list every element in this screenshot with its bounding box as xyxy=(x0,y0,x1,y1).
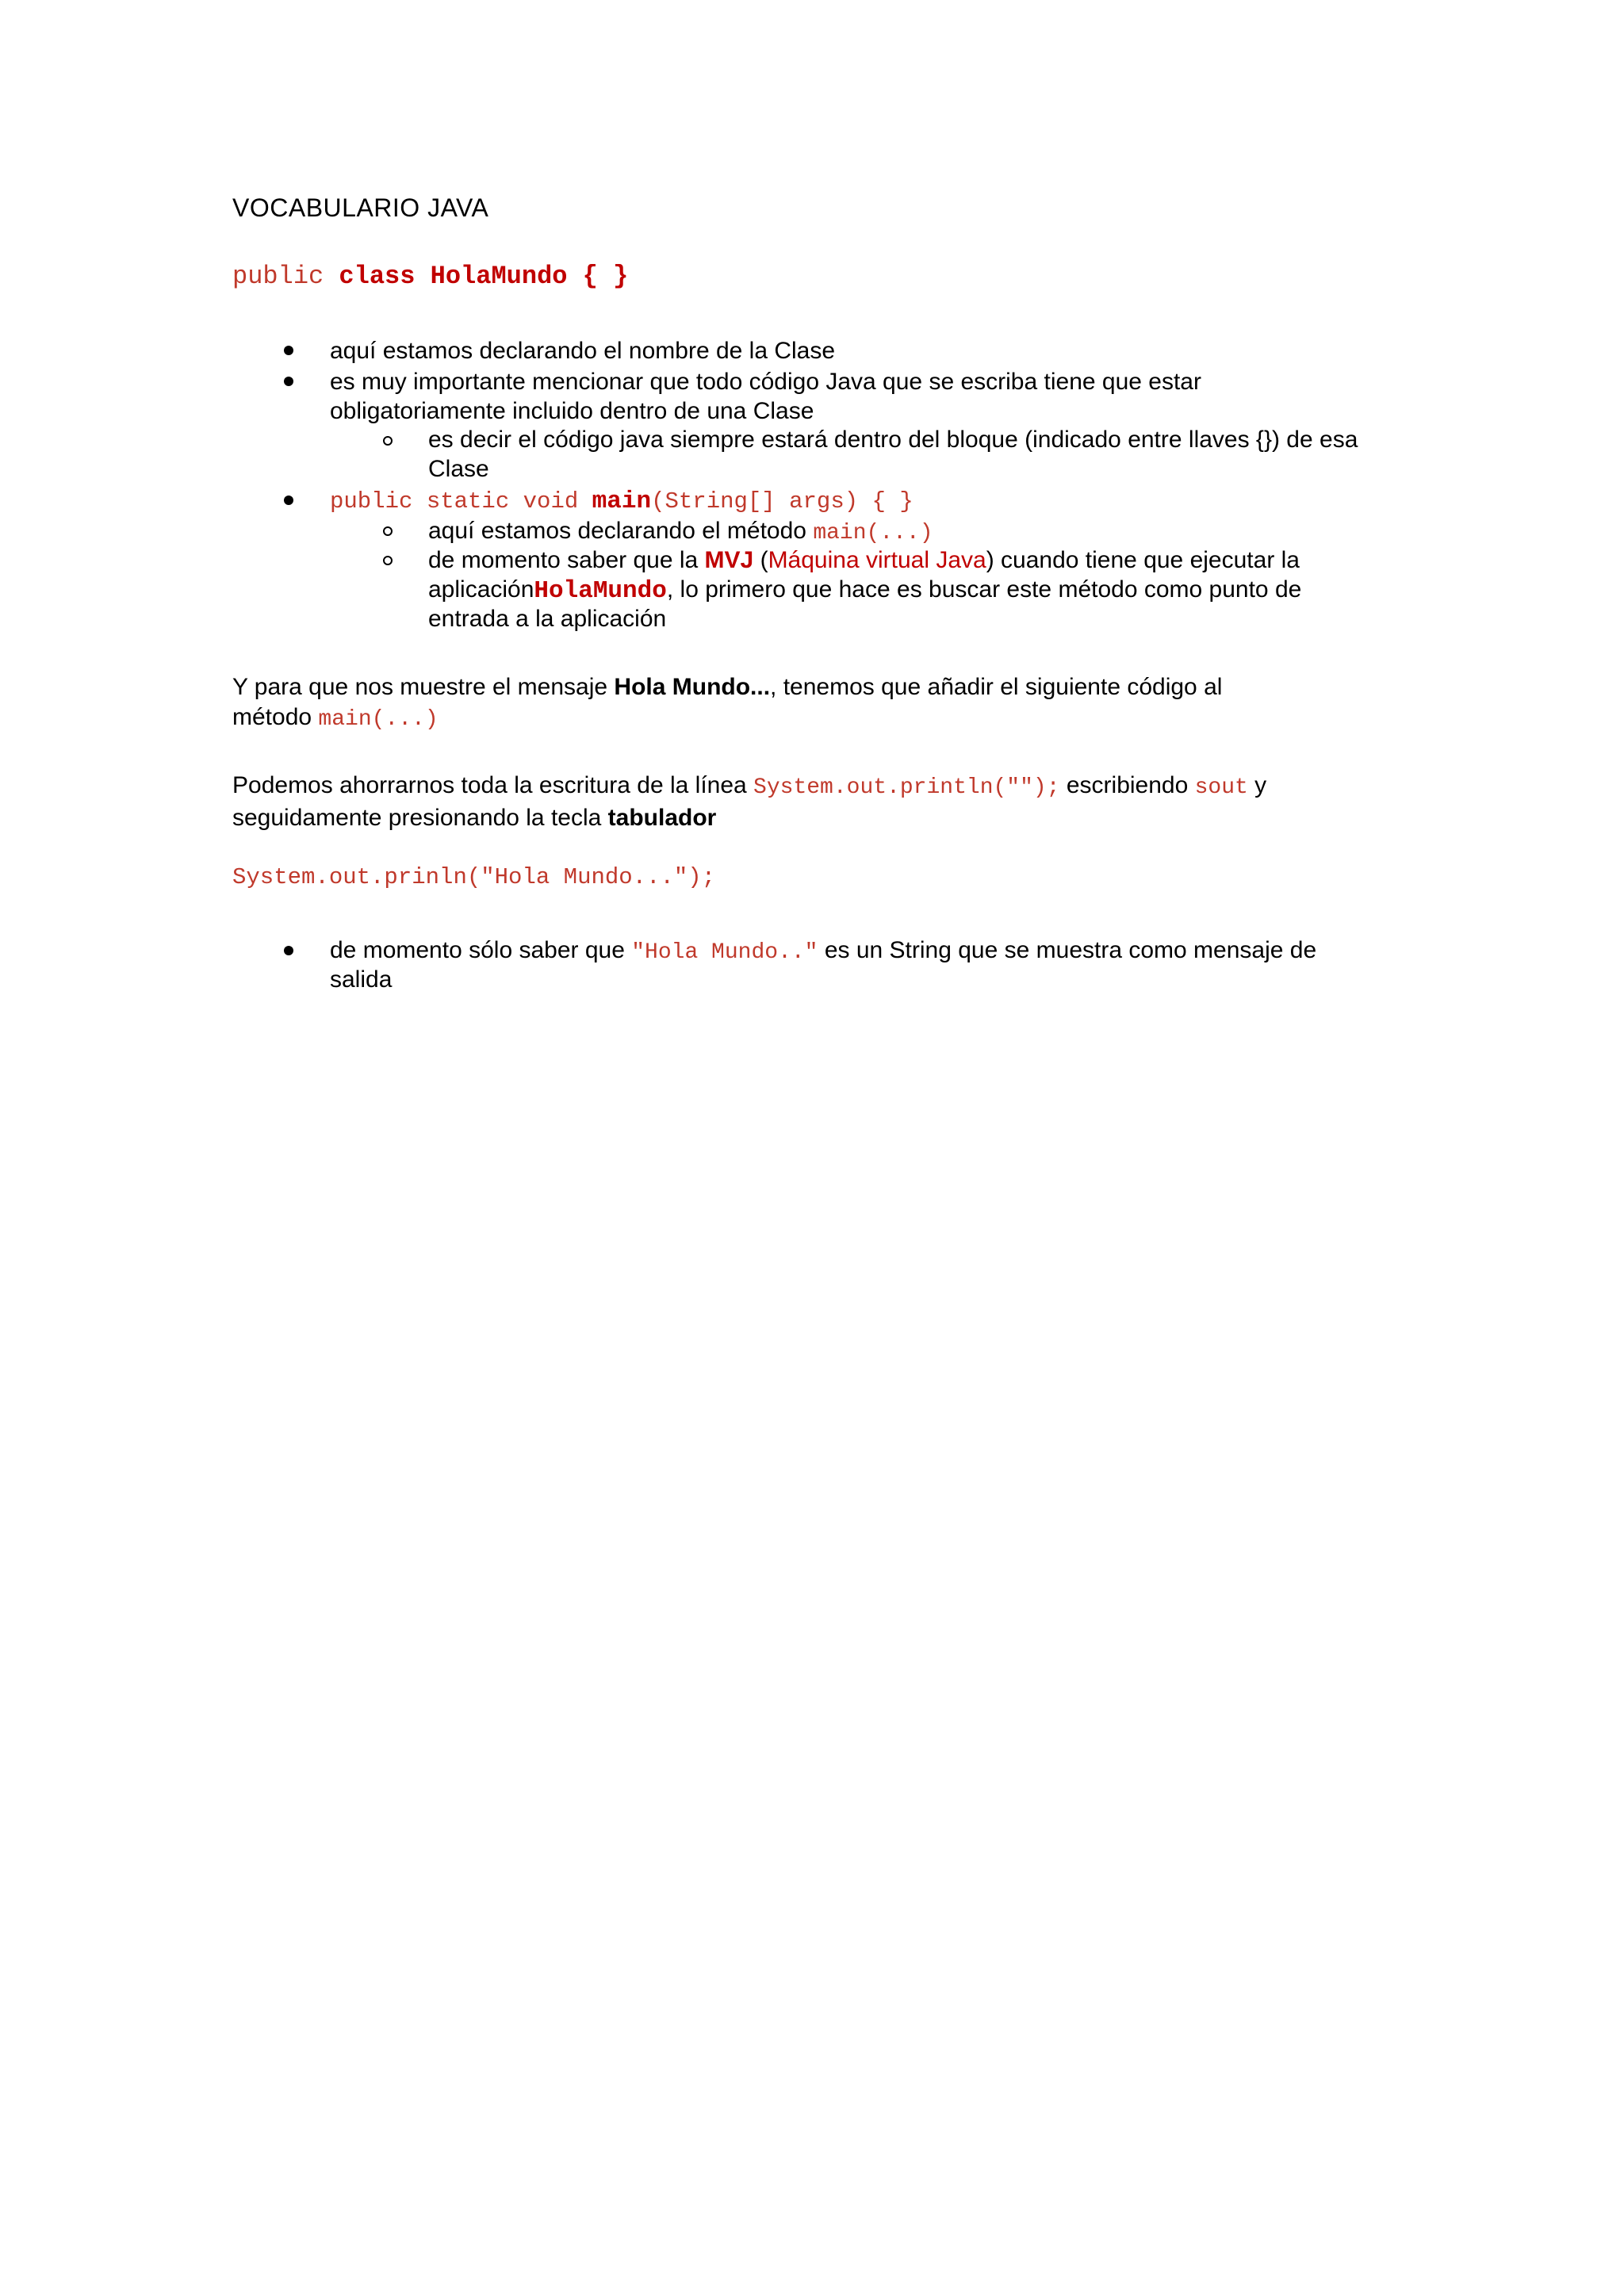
bullet-dot xyxy=(284,377,293,386)
bullet-class-name: aquí estamos declarando el nombre de la Clase xyxy=(330,338,836,364)
inline-code-sout: sout xyxy=(1194,775,1248,800)
mvj-acronym: MVJ xyxy=(704,547,754,573)
sub-bullet-circle xyxy=(383,436,393,446)
sub-bullet-mvj-line3: entrada a la aplicación xyxy=(428,606,667,632)
sub-bullet-block-line2: Clase xyxy=(428,456,489,482)
sub-bullet-circle xyxy=(383,556,393,565)
code-params: (String[] args) { } xyxy=(651,488,914,515)
sub-bullet-block-line1: es decir el código java siempre estará dentro del bloque (indicado entre llaves {}) de esa xyxy=(428,427,1358,453)
inline-code-println: System.out.println(""); xyxy=(753,775,1060,800)
class-declaration-code xyxy=(232,262,628,291)
sub-bullet-mvj-line2: aplicaciónHolaMundo, lo primero que hace es buscar este método como punto de xyxy=(428,576,1302,605)
code-modifiers: public static void xyxy=(330,488,592,515)
bullet-important-line2: obligatoriamente incluido dentro de una Clase xyxy=(330,398,814,424)
code-keyword-public: public xyxy=(232,262,324,291)
bullet-dot xyxy=(284,946,293,955)
println-code-line: System.out.prinln("Hola Mundo..."); xyxy=(232,864,716,890)
page-title: VOCABULARIO JAVA xyxy=(232,193,489,222)
bullet-string-line1: de momento sólo saber que "Hola Mundo.." es un String que se muestra como mensaje de xyxy=(330,937,1317,965)
mvj-full-name: Máquina virtual Java xyxy=(768,547,986,573)
inline-code-main: main(...) xyxy=(318,707,439,732)
paragraph-sout-tip-line2: seguidamente presionando la tecla tabulador xyxy=(232,805,717,831)
bold-hola-mundo: Hola Mundo... xyxy=(614,674,771,700)
paragraph-hola-mundo: Y para que nos muestre el mensaje Hola Mundo..., tenemos que añadir el siguiente código al xyxy=(232,674,1223,700)
bold-tabulador: tabulador xyxy=(607,805,717,831)
sub-bullet-mvj-line1: de momento saber que la MVJ (Máquina virtual Java) cuando tiene que ejecutar la xyxy=(428,547,1300,573)
inline-code-holamundo: HolaMundo xyxy=(534,577,667,605)
paragraph-sout-tip: Podemos ahorrarnos toda la escritura de la línea System.out.println(""); escribiendo sout y xyxy=(232,772,1267,800)
paragraph-hola-mundo-line2: método main(...) xyxy=(232,704,439,732)
code-main: main xyxy=(592,488,652,515)
sub-bullet-circle xyxy=(383,526,393,536)
sub-bullet-declaring-main: aquí estamos declarando el método main(...) xyxy=(428,518,933,545)
bullet-dot xyxy=(284,496,293,505)
bullet-dot xyxy=(284,346,293,355)
inline-code-main: main(...) xyxy=(813,521,933,545)
bullet-string-line2: salida xyxy=(330,966,393,993)
inline-code-string: "Hola Mundo.." xyxy=(631,940,818,965)
code-class-decl: class HolaMundo { } xyxy=(339,262,629,291)
bullet-important-line1: es muy importante mencionar que todo código Java que se escriba tiene que estar xyxy=(330,369,1201,395)
main-method-code xyxy=(330,487,914,517)
